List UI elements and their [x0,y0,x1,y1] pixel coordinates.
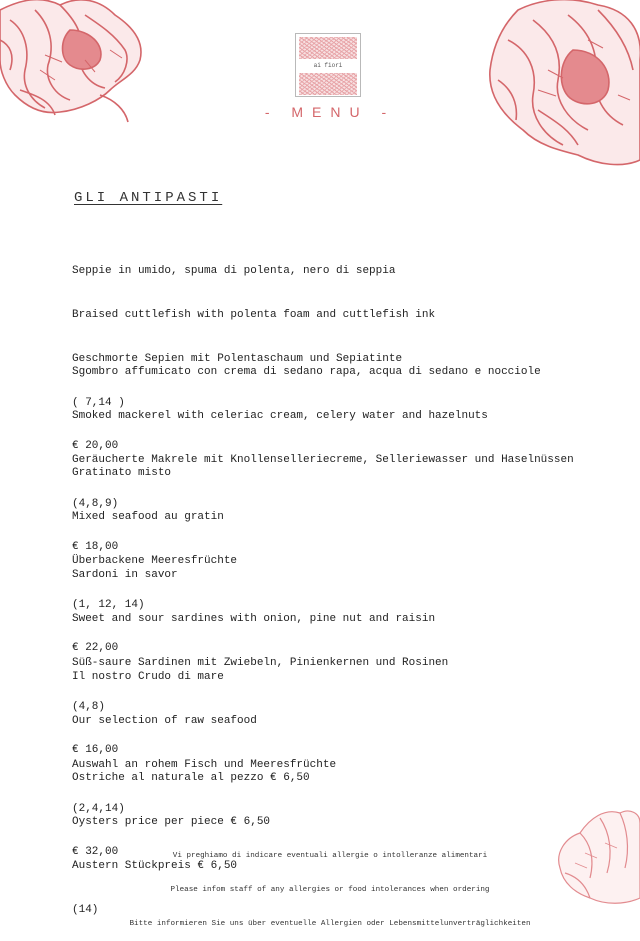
dish-name-en: Braised cuttlefish with polenta foam and cuttlefish ink [72,308,436,321]
dish-price: € 22,00 [72,642,119,655]
dish-name-en: Mixed seafood au gratin [72,510,224,523]
dish-allergens: (4,8,9) [72,497,119,510]
peony-top-right-icon [478,0,640,168]
menu-title: - MENU - [264,104,396,120]
dish-name-en: Oysters price per piece € 6,50 [72,815,271,828]
dish-name-it: Ostriche al naturale al pezzo € 6,50 [72,772,310,785]
dish-price: € 20,00 [72,440,119,453]
dish-price: € 18,00 [72,541,119,554]
restaurant-logo [295,33,361,97]
dish-name-de: Geräucherte Makrele mit Knollenselleriecreme, Selleriewasser und Haselnüssen [72,453,574,466]
dish-allergens: ( 7,14 ) [72,396,125,409]
dish-price: € 32,00 [72,846,119,859]
peony-top-left-icon [0,0,150,125]
dish-name-it: Gratinato misto [72,467,172,480]
section-title: GLI ANTIPASTI [74,190,223,206]
logo-name: ai fiori [313,62,343,69]
dish-name-en: Our selection of raw seafood [72,714,257,727]
dish-price: € 16,00 [72,744,119,757]
dish-name-it: Sardoni in savor [72,569,178,582]
allergy-notice-it: Vi preghiamo di indicare eventuali allergie o intolleranze alimentari [172,852,488,861]
dish-allergens: (4,8) [72,700,106,713]
dish-name-de: Auswahl an rohem Fisch und Meeresfrüchte [72,758,337,771]
logo-floral-pattern-top [299,37,357,59]
dish-allergens: (1, 12, 14) [72,598,145,611]
dish-allergens: (14) [72,903,99,916]
dish-name-it: Il nostro Crudo di mare [72,671,224,684]
dish-name-de: Geschmorte Sepien mit Polentaschaum und Sepiatinte [72,352,403,365]
allergy-notice-de: Bitte informieren Sie uns über eventuelle Allergien oder Lebensmittelunverträglichkeiten [129,919,531,928]
dish-allergens: (2,4,14) [72,802,125,815]
dish-name-it: Seppie in umido, spuma di polenta, nero di seppia [72,265,396,278]
dish-name-de: Süß-saure Sardinen mit Zwiebeln, Pinienkernen und Rosinen [72,656,449,669]
allergy-notice-en: Please infom staff of any allergies or food intolerances when ordering [170,886,490,895]
dish-name-en: Sweet and sour sardines with onion, pine nut and raisin [72,612,436,625]
dish-name-de: Austern Stückpreis € 6,50 [72,859,238,872]
dish-name-de: Überbackene Meeresfrüchte [72,554,238,567]
allergy-notice [0,829,640,941]
dish-name-en: Smoked mackerel with celeriac cream, celery water and hazelnuts [72,409,488,422]
dish-name-it: Sgombro affumicato con crema di sedano rapa, acqua di sedano e nocciole [72,366,541,379]
logo-floral-pattern-bottom [299,73,357,95]
